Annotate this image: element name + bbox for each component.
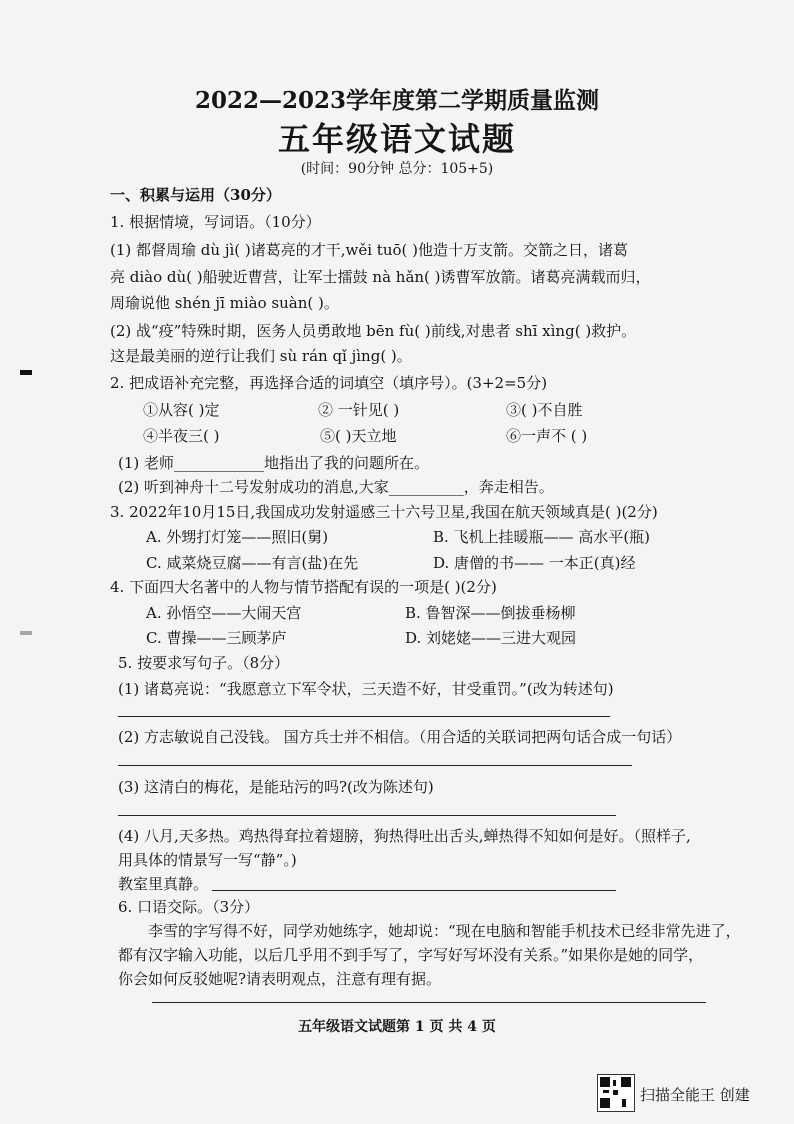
q6-paragraph-1: 李雪的字写得不好，同学劝她练字，她却说：“现在电脑和智能手机技术已经非常先进了， xyxy=(148,922,741,940)
q5-title: 5. 按要求写句子。（8分） xyxy=(118,654,290,672)
q4-option-b: B. 鲁智深——倒拔垂杨柳 xyxy=(405,604,576,622)
q1-line-4: (2) 战“疫”特殊时期，医务人员勇敢地 bēn fù( )前线,对患者 shī xìng( )救护。 xyxy=(110,322,637,340)
q2-option-1: ①从容( )定 xyxy=(143,401,220,419)
q5-sentence-4b: 用具体的情景写一写“静”。) xyxy=(118,851,297,869)
q5-sentence-4a: (4) 八月,天多热。鸡热得耷拉着翅膀，狗热得吐出舌头,蝉热得不知如何是好。（照样子, xyxy=(118,827,691,845)
q5-sentence-3: (3) 这清白的梅花，是能玷污的吗?(改为陈述句) xyxy=(118,778,434,796)
exam-title: 五年级语文试题 xyxy=(277,120,516,158)
time-info: (时间：90分钟 总分：105+5) xyxy=(300,161,494,177)
q1-title: 1. 根据情境，写词语。（10分） xyxy=(110,213,321,231)
q6-title: 6. 口语交际。（3分） xyxy=(118,898,260,916)
section-heading: 一、积累与运用（30分） xyxy=(110,186,281,204)
page-label: 五年级语文试题第 1 页 共 4 页 xyxy=(298,1019,496,1035)
q3-option-b: B. 飞机上挂暖瓶—— 高水平(瓶) xyxy=(433,528,651,546)
answer-line-1[interactable] xyxy=(118,716,610,717)
q2-fill-2: (2) 听到神舟十二号发射成功的消息,大家__________，奔走相告。 xyxy=(118,478,554,496)
q1-line-3: 周瑜说他 shén jī miào suàn( )。 xyxy=(110,294,339,312)
q3-option-c: C. 咸菜烧豆腐——有言(盐)在先 xyxy=(146,554,359,572)
q2-option-6: ⑥一声不 ( ) xyxy=(506,427,588,445)
answer-line-4[interactable] xyxy=(212,890,616,891)
q4-option-d: D. 刘姥姥——三进大观园 xyxy=(405,629,577,647)
q3-title: 3. 2022年10月15日,我国成功发射遥感三十六号卫星,我国在航天领域真是( )(2分) xyxy=(110,503,658,521)
q5-sentence-2: (2) 方志敏说自己没钱。 国方兵士并不相信。（用合适的关联词把两句话合成一句话） xyxy=(118,728,682,746)
q4-option-a: A. 孙悟空——大闹天宫 xyxy=(146,604,302,622)
q2-option-2: ② 一针见( ) xyxy=(318,401,400,419)
q2-fill-1: (1) 老师____________地指出了我的问题所在。 xyxy=(118,454,430,472)
year-title: 2022—2023学年度第二学期质量监测 xyxy=(194,87,600,114)
q5-sentence-1: (1) 诸葛亮说：“我愿意立下军令状，三天造不好，甘受重罚。”(改为转述句) xyxy=(118,680,614,698)
q5-sentence-4c: 教室里真静。 xyxy=(118,875,209,893)
answer-line-2[interactable] xyxy=(118,765,632,766)
q2-option-3: ③( )不自胜 xyxy=(506,401,583,419)
q3-option-d: D. 唐僧的书—— 一本正(真)经 xyxy=(433,554,636,572)
q2-title: 2. 把成语补充完整，再选择合适的词填空（填序号）。(3+2=5分) xyxy=(110,374,548,392)
scan-mark xyxy=(20,631,32,635)
q6-paragraph-2: 都有汉字输入功能，以后几乎用不到手写了，字写好写坏没有关系。”如果你是她的同学， xyxy=(118,946,704,964)
answer-line-3[interactable] xyxy=(118,815,616,816)
q2-option-4: ④半夜三( ) xyxy=(143,427,220,445)
q1-line-2: 亮 diào dù( )船驶近曹营，让军士擂鼓 nà hǎn( )诱曹军放箭。诸葛亮满载而归， xyxy=(110,268,651,286)
footer-rule xyxy=(152,1002,706,1003)
scanner-label: 扫描全能王 创建 xyxy=(640,1086,750,1104)
q6-paragraph-3: 你会如何反驳她呢?请表明观点，注意有理有据。 xyxy=(118,970,442,988)
scan-mark xyxy=(20,370,32,375)
q1-line-1: (1) 都督周瑜 dù jì( )诸葛亮的才干,wěi tuō( )他造十万支箭。交箭之日，诸葛 xyxy=(110,241,628,259)
qr-code-icon xyxy=(597,1074,635,1112)
q2-option-5: ⑤( )天立地 xyxy=(320,427,397,445)
q3-option-a: A. 外甥打灯笼——照旧(舅) xyxy=(146,528,329,546)
q4-option-c: C. 曹操——三顾茅庐 xyxy=(146,629,287,647)
q4-title: 4. 下面四大名著中的人物与情节搭配有误的一项是( )(2分) xyxy=(110,578,497,596)
q1-line-5: 这是最美丽的逆行让我们 sù rán qǐ jìng( )。 xyxy=(110,347,412,365)
